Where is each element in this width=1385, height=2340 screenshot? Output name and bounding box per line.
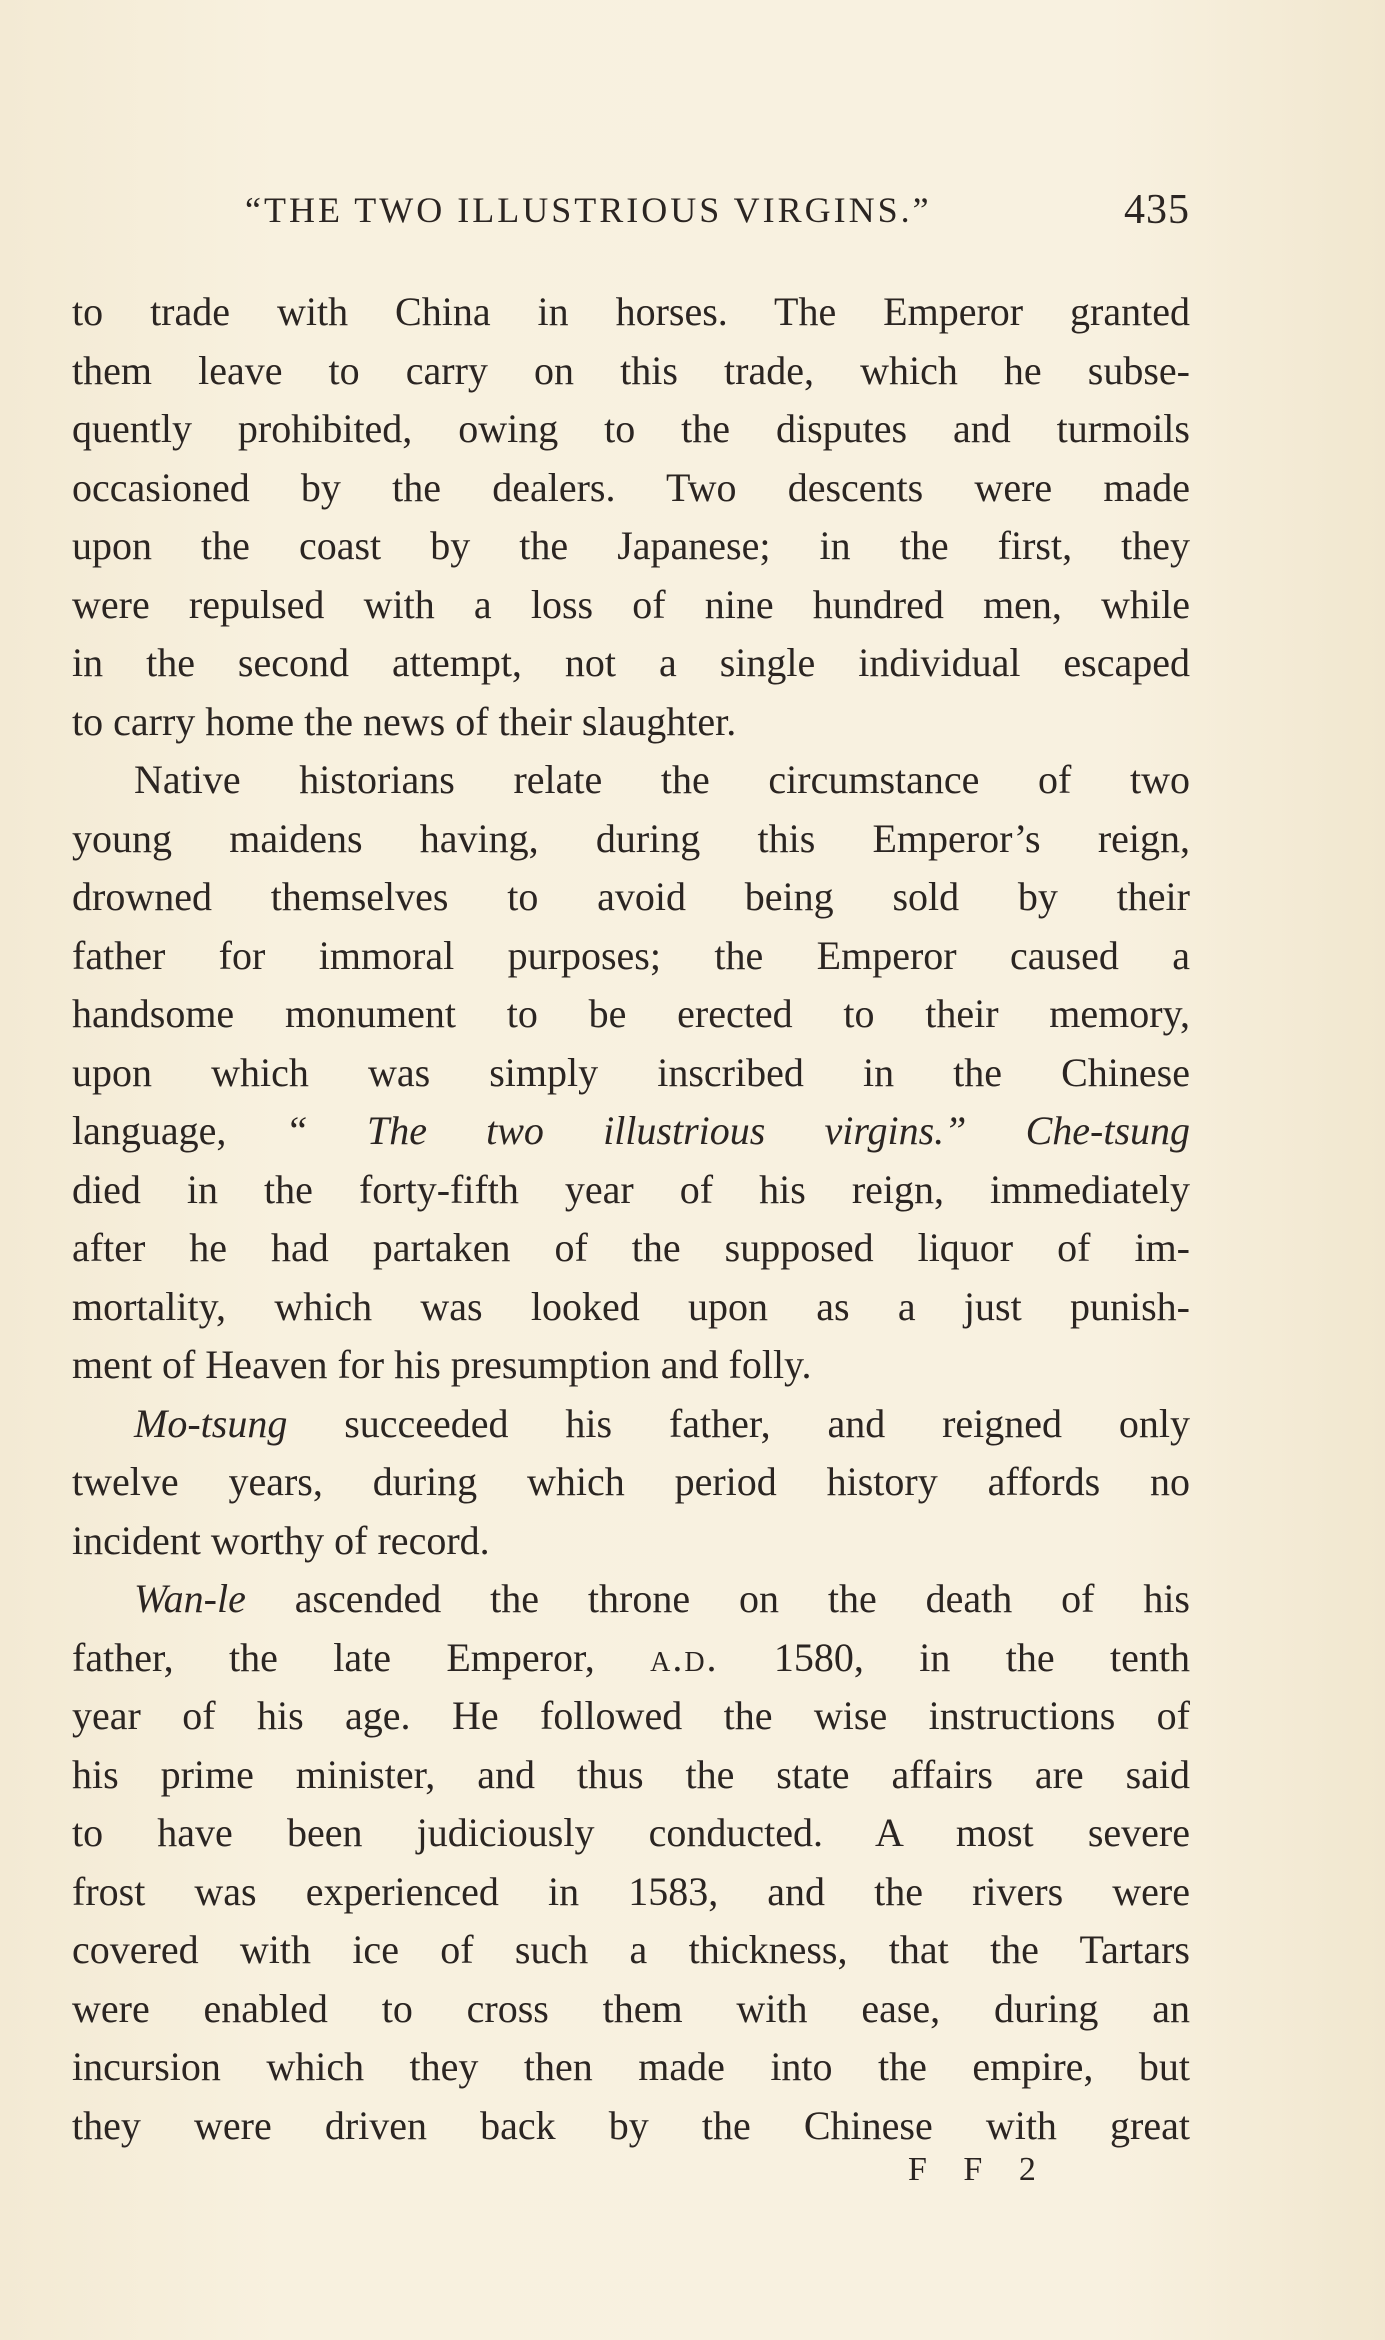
text-line: twelve years, during which period history affords no xyxy=(72,1459,1190,1504)
running-title: “THE TWO ILLUSTRIOUS VIRGINS.” xyxy=(245,190,932,230)
text-line: handsome monument to be erected to their memory, xyxy=(72,991,1190,1036)
text-line: father for immoral purposes; the Emperor caused a xyxy=(72,932,1190,978)
text-line: Native historians relate the circumstance of two xyxy=(134,757,1190,802)
text-line xyxy=(72,1395,1190,1454)
text-line: incident worthy of record. xyxy=(72,1517,490,1563)
page-number: 435 xyxy=(1124,187,1190,233)
text-line: mortality, which was looked upon as a just punish- xyxy=(72,1283,1190,1329)
text-line: ment of Heaven for his presumption and folly. xyxy=(72,1342,812,1387)
emperor-name: Wan-le xyxy=(134,1576,246,1621)
printer-signature-mark: F F 2 xyxy=(908,2151,1050,2188)
text-line: upon the coast by the Japanese; in the first, they xyxy=(72,523,1190,568)
text-line: his prime minister, and thus the state affairs are said xyxy=(72,1751,1190,1797)
text-line: young maidens having, during this Emperor’s reign, xyxy=(72,815,1190,861)
text-span: ascended the throne on the death of his xyxy=(245,1576,1190,1621)
text-line: in the second attempt, not a single individual escaped xyxy=(72,640,1190,685)
text-span: father, the late Emperor, xyxy=(72,1634,651,1680)
text-line: to have been judiciously conducted. A most severe xyxy=(72,1810,1190,1855)
emperor-name: Che-tsung xyxy=(1025,1108,1190,1153)
text-line xyxy=(72,1570,1190,1629)
text-line: upon which was simply inscribed in the Chinese xyxy=(72,1049,1190,1095)
text-span: succeeded his father, and reigned only xyxy=(287,1400,1190,1446)
text-line: them leave to carry on this trade, which he subse- xyxy=(72,347,1190,393)
text-line: they were driven back by the Chinese with great xyxy=(72,2102,1190,2148)
text-line: covered with ice of such a thickness, that the Tartars xyxy=(72,1927,1190,1972)
text-line: were repulsed with a loss of nine hundred men, while xyxy=(72,581,1190,627)
text-line: incursion which they then made into the empire, but xyxy=(72,2044,1190,2089)
text-line: were enabled to cross them with ease, during an xyxy=(72,1985,1190,2031)
text-line xyxy=(72,1102,1190,1161)
text-line: to trade with China in horses. The Emperor granted xyxy=(72,289,1190,334)
era-abbreviation: a.d. xyxy=(650,1634,719,1680)
text-line: after he had partaken of the supposed liquor of im- xyxy=(72,1225,1190,1270)
text-line: year of his age. He followed the wise instructions of xyxy=(72,1693,1190,1738)
text-line: drowned themselves to avoid being sold by their xyxy=(72,874,1190,919)
text-line xyxy=(72,1629,1190,1688)
text-line: frost was experienced in 1583, and the rivers were xyxy=(72,1868,1190,1914)
emperor-name: Mo-tsung xyxy=(134,1400,288,1446)
text-line: occasioned by the dealers. Two descents were made xyxy=(72,464,1190,510)
text-line: to carry home the news of their slaughter. xyxy=(72,698,737,744)
page-header xyxy=(245,180,1190,240)
inscription-quote: “ The two illustrious virgins.” xyxy=(285,1108,967,1153)
text-line: died in the forty-fifth year of his reign, immediately xyxy=(72,1166,1190,1212)
text-line: quently prohibited, owing to the disputes and turmoils xyxy=(72,406,1190,451)
body-text xyxy=(72,283,1190,2155)
text-span: 1580, in the tenth xyxy=(718,1634,1190,1680)
text-span: language, xyxy=(72,1108,286,1153)
text-span xyxy=(966,1108,1025,1153)
